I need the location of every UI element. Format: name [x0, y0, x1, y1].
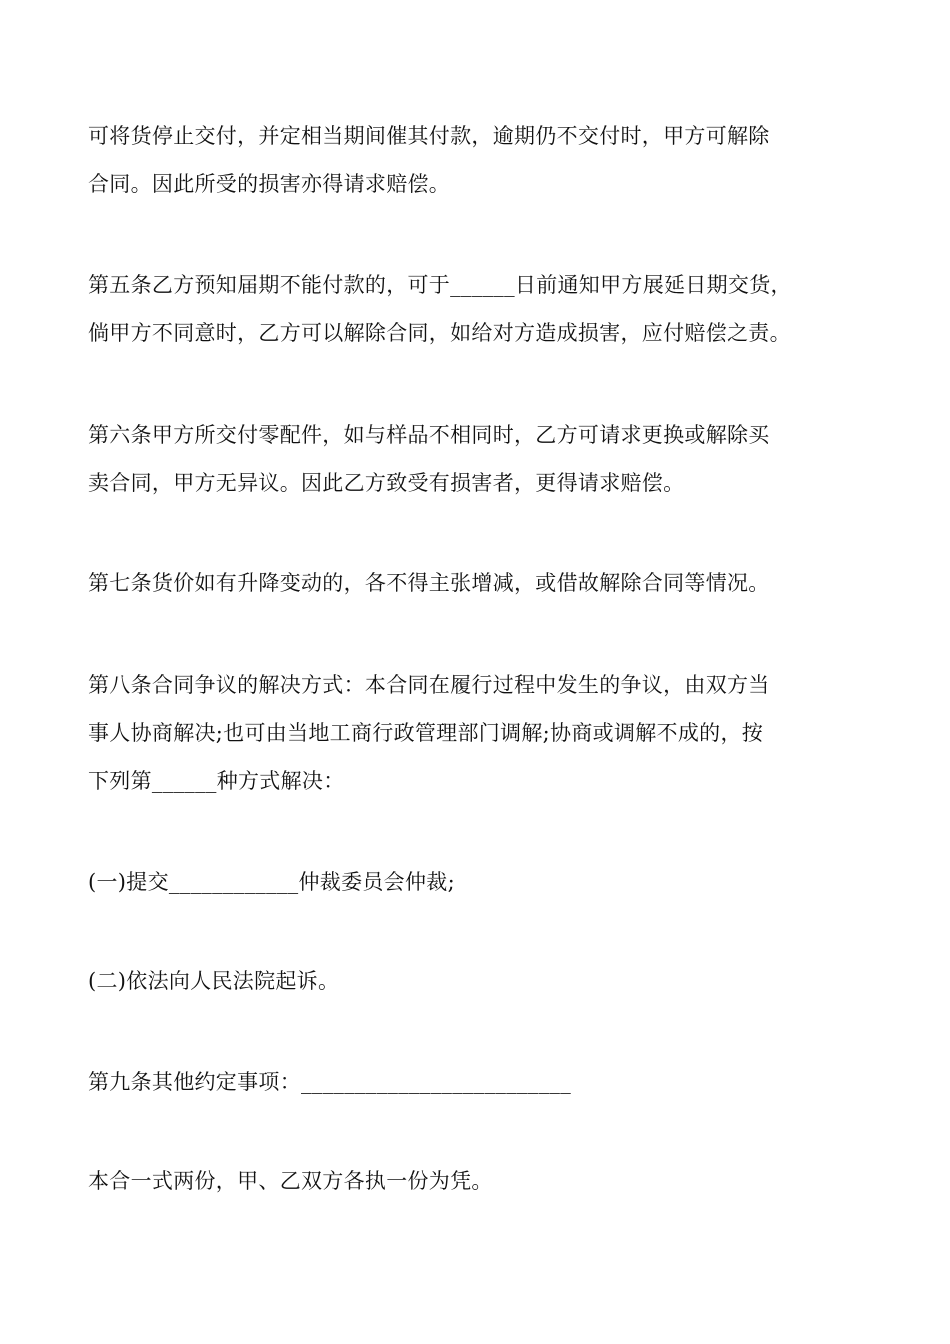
text-line: (二)依法向人民法院起诉。	[88, 969, 340, 993]
paragraph-copies	[88, 1157, 878, 1205]
text-line: 合同。因此所受的损害亦得请求赔偿。	[88, 172, 451, 196]
text-line: 可将货停止交付，并定相当期间催其付款，逾期仍不交付时，甲方可解除	[88, 124, 770, 148]
paragraph-article-9	[88, 1058, 878, 1106]
paragraph-article-8	[88, 661, 878, 805]
text-line: 下列第______种方式解决：	[88, 769, 345, 793]
text-line: 第七条货价如有升降变动的，各不得主张增减，或借故解除合同等情况。	[88, 571, 770, 595]
text-line: 第九条其他约定事项：_________________________	[88, 1070, 571, 1094]
text-line: (一)提交____________仲裁委员会仲裁;	[88, 870, 455, 894]
text-line: 第五条乙方预知届期不能付款的，可于______日前通知甲方展延日期交货，	[88, 273, 792, 297]
paragraph-option-arbitration	[88, 858, 878, 906]
text-line: 事人协商解决;也可由当地工商行政管理部门调解;协商或调解不成的，按	[88, 721, 764, 745]
text-line: 本合一式两份，甲、乙双方各执一份为凭。	[88, 1169, 493, 1193]
paragraph-payment-default	[88, 112, 878, 208]
paragraph-article-5	[88, 261, 878, 357]
text-line: 倘甲方不同意时，乙方可以解除合同，如给对方造成损害，应付赔偿之责。	[88, 321, 791, 345]
paragraph-article-6	[88, 411, 878, 507]
text-line: 第八条合同争议的解决方式：本合同在履行过程中发生的争议，由双方当	[88, 673, 770, 697]
paragraph-option-court	[88, 957, 878, 1005]
text-line: 第六条甲方所交付零配件，如与样品不相同时，乙方可请求更换或解除买	[88, 423, 770, 447]
text-line: 卖合同，甲方无异议。因此乙方致受有损害者，更得请求赔偿。	[88, 471, 685, 495]
paragraph-article-7	[88, 559, 878, 607]
